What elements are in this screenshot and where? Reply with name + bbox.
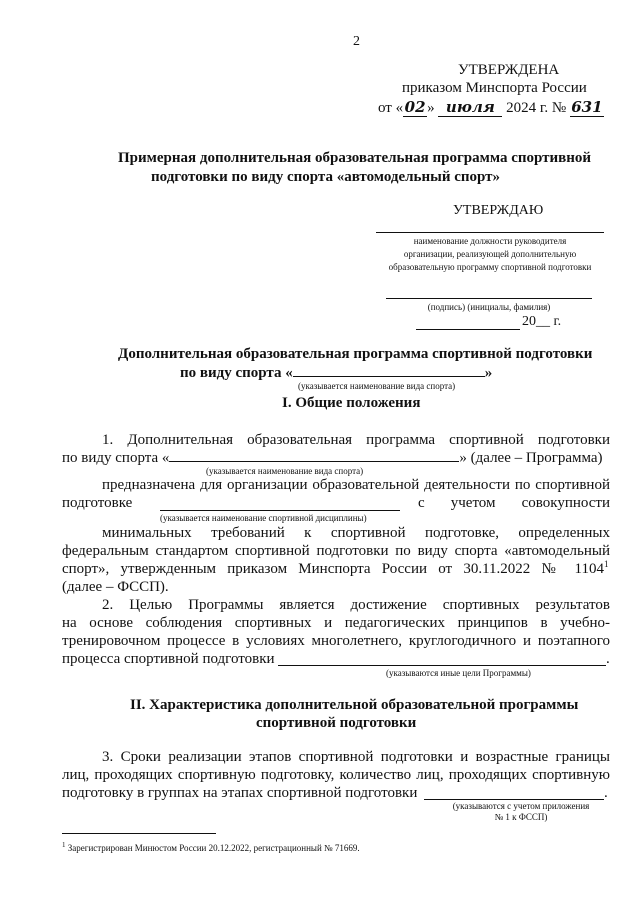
p1-line7: спорт», утвержденным приказом Минспорта России от 30.11.2022 № 1104 [62,561,604,577]
program-sport-blank [293,364,485,377]
p1-line4-suffix: с учетом совокупности [418,495,610,511]
program-heading-line1: Дополнительная образовательная программа спортивной подготовки [118,346,593,362]
p2-line4: процесса спортивной подготовки [62,651,275,667]
p3-line2: лиц, проходящих спортивную подготовку, количество лиц, проходящих спортивную [62,767,610,783]
approve-caption-3: образовательную программу спортивной подготовки [388,262,592,272]
p1-sport-blank [169,449,459,462]
p1-line6: федеральным стандартом спортивной подготовки по виду спорта «автомодельный [62,543,610,559]
p1-line4-prefix: подготовке [62,495,133,511]
program-heading-prefix: по виду спорта « [180,365,293,381]
p1-line2-suffix: » (далее – Программа) [459,450,603,466]
doc-title-line1: Примерная дополнительная образовательная программа спортивной [118,150,592,166]
approval-month-handwritten: июля [438,98,502,117]
section2-heading-line2: спортивной подготовки [256,715,417,731]
p3-caption-2: № 1 к ФССП) [494,812,548,822]
approve-signature-line [386,298,592,299]
p3-caption-1: (указываются с учетом приложения [452,801,590,811]
p1-discipline-blank [160,510,400,511]
approval-year: 2024 г. № [506,100,567,116]
p3-line3: подготовку в группах на этапах спортивной подготовки [62,785,418,801]
p3-blank [424,799,604,800]
approve-date-line [416,329,520,330]
program-sport-caption: (указывается наименование вида спорта) [298,381,456,391]
approval-quote: » [427,100,435,116]
p1-line2 [62,449,610,467]
approval-date-line [378,98,604,117]
section1-heading: I. Общие положения [282,395,421,411]
approve-signature-caption: (подпись) (инициалы, фамилия) [427,302,551,312]
p1-sport-caption: (указывается наименование вида спорта) [206,466,364,476]
p1-discipline-caption: (указывается наименование спортивной дисциплины) [160,513,367,523]
approve-caption-2: организации, реализующей дополнительную [403,249,577,259]
approval-title: УТВЕРЖДЕНА [458,62,560,78]
program-heading-suffix: » [484,365,493,381]
program-heading-line2 [180,364,492,382]
approval-number-handwritten: 631 [571,98,603,116]
approval-from: от « [378,100,404,116]
p2-goals-blank [278,665,606,666]
p1-line2-prefix: по виду спорта « [62,450,170,466]
p2-end-period: . [606,651,610,667]
approval-order-line: приказом Минспорта России [402,80,587,96]
p1-line3: предназначена для организации образовательной деятельности по спортивной [102,477,610,493]
section2-heading-line1: II. Характеристика дополнительной образовательной программы [130,697,579,713]
p3-line1: 3. Сроки реализации этапов спортивной подготовки и возрастные границы [102,749,610,765]
doc-title-line2: подготовки по виду спорта «автомодельный спорт» [151,169,501,185]
p1-line5: минимальных требований к спортивной подготовке, определенных [102,525,610,541]
p2-line2: на основе соблюдения спортивных и педагогических принципов в учебно- [62,615,610,631]
footnote [62,841,360,853]
approve-title: УТВЕРЖДАЮ [453,203,544,218]
p3-end-period: . [604,785,608,801]
footnote-text: Зарегистрирован Минюстом России 20.12.2022, регистрационный № 71669. [67,843,360,853]
footnote-separator [62,833,216,834]
approve-year: 20__ г. [522,314,562,329]
approve-caption-1: наименование должности руководителя [413,236,567,246]
approve-position-line [376,232,604,233]
p2-line1: 2. Целью Программы является достижение спортивных результатов [102,597,610,613]
footnote-ref-mark: 1 [604,559,609,569]
p2-line3: тренировочном процессе в условиях многолетнего, круглогодичного и поэтапного [62,633,610,649]
approval-day-handwritten: 02 [404,98,426,116]
p1-line7-wrap [62,561,610,578]
page-number: 2 [353,34,360,49]
p2-goals-caption: (указываются иные цели Программы) [386,668,531,678]
p1-line1: 1. Дополнительная образовательная программа спортивной подготовки [102,432,610,448]
footnote-mark: 1 [62,841,66,849]
p1-line8: (далее – ФССП). [62,579,169,595]
